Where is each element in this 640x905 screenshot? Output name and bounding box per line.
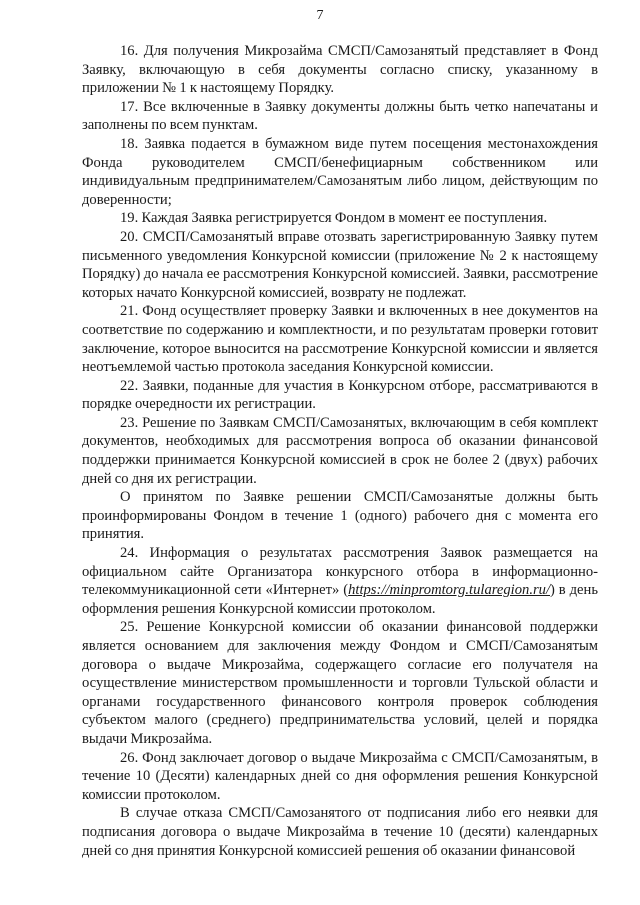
paragraph-25: 25. Решение Конкурсной комиссии об оказании финансовой поддержки является основанием для заключения между Фондом и СМСП/Самозанятым договора о выдаче Микрозайма, содержащего согласие его получателя на осуществление министерством промышленности и торговли Тульской области и органами государственного финансового контроля проверок соблюдения субъектом малого (среднего) предпринимательства условий, целей и порядка выдачи Микрозайма. xyxy=(82,619,598,747)
paragraph-22: 22. Заявки, поданные для участия в Конкурсном отборе, рассматриваются в порядке очередности их регистрации. xyxy=(82,377,598,413)
paragraph-26-continuation: В случае отказа СМСП/Самозанятого от подписания либо его неявки для подписания договора о выдаче Микрозайма в течение 10 (десяти) календарных дней со дня принятия Конкурсной комиссией решения об оказании финансовой xyxy=(82,805,598,859)
page-number: 7 xyxy=(316,8,324,23)
paragraph-24-text-after: ) в день оформления решения Конкурсной комиссии протоколом. xyxy=(82,582,598,617)
paragraph-20: 20. СМСП/Самозанятый вправе отозвать зарегистрированную Заявку путем письменного уведомления Конкурсной комиссии (приложение № 2 к настоящему Порядку) до начала ее рассмотрения Конкурсной комиссией. Заявки, рассмотрение которых начато Конкурсной комиссией, возврату не подлежат. xyxy=(82,228,598,301)
paragraph-21: 21. Фонд осуществляет проверку Заявки и включенных в нее документов на соответствие по содержанию и комплектности, и по результатам проверки готовит заключение, которое выносится на рассмотрение Конкурсной комиссии и является неотъемлемой частью протокола заседания Конкурсной комиссии. xyxy=(82,303,598,376)
paragraph-26: 26. Фонд заключает договор о выдаче Микрозайма с СМСП/Самозанятым, в течение 10 (Десяти) календарных дней со дня оформления решения Конкурсной комиссии протоколом. xyxy=(82,749,598,803)
paragraph-23: 23. Решение по Заявкам СМСП/Самозанятых, включающим в себя комплект документов, необходимых для рассмотрения вопроса об оказании финансовой поддержки принимается Конкурсной комиссией в срок не более 2 (двух) рабочих дней со дня их регистрации. xyxy=(82,414,598,487)
paragraph-24 xyxy=(82,544,598,618)
paragraph-23-continuation: О принятом по Заявке решении СМСП/Самозанятые должны быть проинформированы Фондом в течение 1 (одного) рабочего дня с момента его принятия. xyxy=(82,489,598,543)
paragraph-19: 19. Каждая Заявка регистрируется Фондом в момент ее поступления. xyxy=(120,210,548,227)
paragraph-18: 18. Заявка подается в бумажном виде путем посещения местонахождения Фонда руководителем СМСП/бенефициарным собственником или индивидуальным предпринимателем/Самозанятым либо лицом, действующим по доверенности; xyxy=(82,135,598,208)
paragraph-16: 16. Для получения Микрозайма СМСП/Самозанятый представляет в Фонд Заявку, включающую в себя документы согласно списку, указанному в приложении № 1 к настоящему Порядку. xyxy=(82,43,598,97)
paragraph-17: 17. Все включенные в Заявку документы должны быть четко напечатаны и заполнены по всем пунктам. xyxy=(82,98,598,134)
document-body xyxy=(82,42,598,860)
ministry-website-link[interactable]: https://minpromtorg.tularegion.ru/ xyxy=(348,582,550,599)
paragraph-24-text-before: 24. Информация о результатах рассмотрения Заявок размещается на официальном сайте Организатора конкурсного отбора в информационно-телекоммуникационной сети «Интернет» ( xyxy=(82,545,598,599)
